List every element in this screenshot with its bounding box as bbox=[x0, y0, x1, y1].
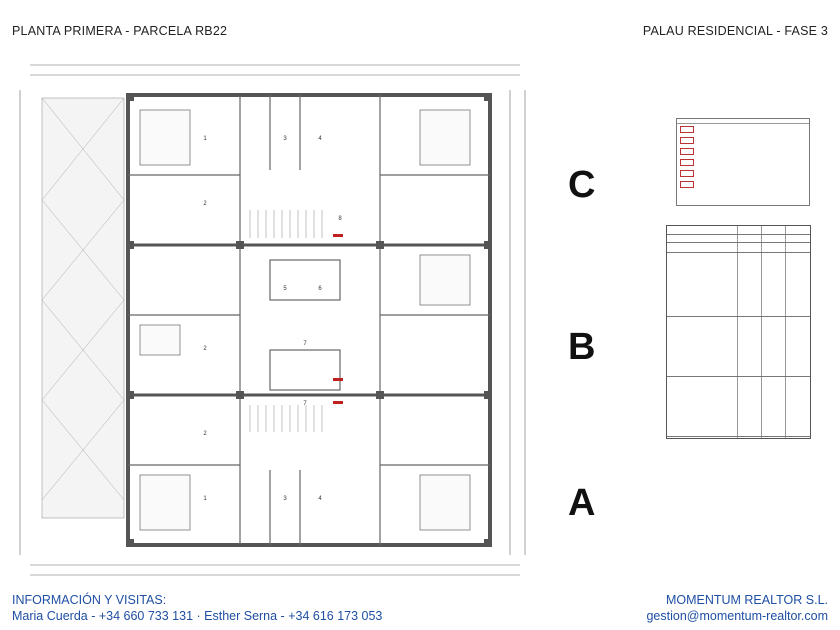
room-number: 2 bbox=[203, 431, 207, 437]
room-number: 2 bbox=[203, 346, 207, 352]
room-number: 4 bbox=[318, 136, 322, 142]
surface-area-table bbox=[666, 225, 811, 439]
room-number: 7 bbox=[303, 341, 307, 347]
room-number: 1 bbox=[203, 496, 207, 502]
legend-symbol bbox=[680, 137, 694, 144]
block-label-a: A bbox=[568, 482, 596, 524]
legend-symbol bbox=[680, 159, 694, 166]
info-title: INFORMACIÓN Y VISITAS: bbox=[12, 593, 167, 607]
room-number: 4 bbox=[318, 496, 322, 502]
contact-info bbox=[12, 592, 382, 624]
legend-symbol bbox=[680, 170, 694, 177]
room-number: 3 bbox=[283, 496, 287, 502]
legend-symbol bbox=[680, 181, 694, 188]
room-number: 3 bbox=[283, 136, 287, 142]
room-number: 5 bbox=[283, 286, 287, 292]
block-label-b: B bbox=[568, 326, 596, 368]
header-left-title: PLANTA PRIMERA - PARCELA RB22 bbox=[12, 24, 228, 38]
block-label-c: C bbox=[568, 164, 596, 206]
contact-phones: Maria Cuerda - +34 660 733 131 · Esther Serna - +34 616 173 053 bbox=[12, 609, 383, 623]
room-number: 7 bbox=[303, 401, 307, 407]
company-email[interactable]: gestion@momentum-realtor.com bbox=[646, 609, 828, 623]
legend-symbol bbox=[680, 148, 694, 155]
room-number: 6 bbox=[318, 286, 322, 292]
company-info bbox=[646, 592, 828, 624]
header-right-title: PALAU RESIDENCIAL - FASE 3 bbox=[642, 24, 828, 38]
legend-symbol bbox=[680, 126, 694, 133]
room-number: 2 bbox=[203, 201, 207, 207]
installations-legend bbox=[676, 118, 810, 206]
room-number: 1 bbox=[203, 136, 207, 142]
company-name: MOMENTUM REALTOR S.L. bbox=[665, 593, 828, 607]
room-number: 8 bbox=[338, 216, 342, 222]
